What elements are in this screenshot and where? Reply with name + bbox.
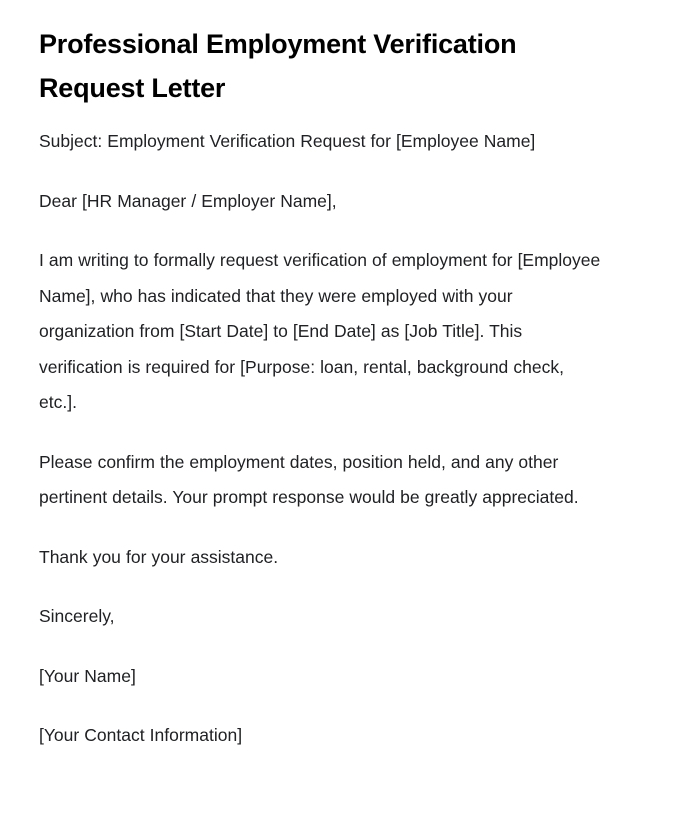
- signature-name: [Your Name]: [39, 665, 136, 686]
- paragraph-confirm: Please confirm the employment dates, position held, and any other pertinent details. Your prompt response would be greatly appreciated.: [39, 451, 579, 507]
- page-title: Professional Employment Verification Request Letter: [39, 29, 517, 103]
- signature-contact: [Your Contact Information]: [39, 725, 243, 745]
- closing: Sincerely,: [39, 606, 115, 626]
- paragraph-request: I am writing to formally request verification of employment for [Employee Name], who has indicated that they were employed with your organization from [Start Date] to [End Date] as [Job Title]. This verification is required for [Purpose: loan, rental, background check, etc.].: [39, 250, 601, 412]
- paragraph-thanks: Thank you for your assistance.: [39, 546, 279, 567]
- subject-line: Subject: Employment Verification Request for [Employee Name]: [39, 131, 536, 151]
- salutation: Dear [HR Manager / Employer Name],: [39, 190, 337, 211]
